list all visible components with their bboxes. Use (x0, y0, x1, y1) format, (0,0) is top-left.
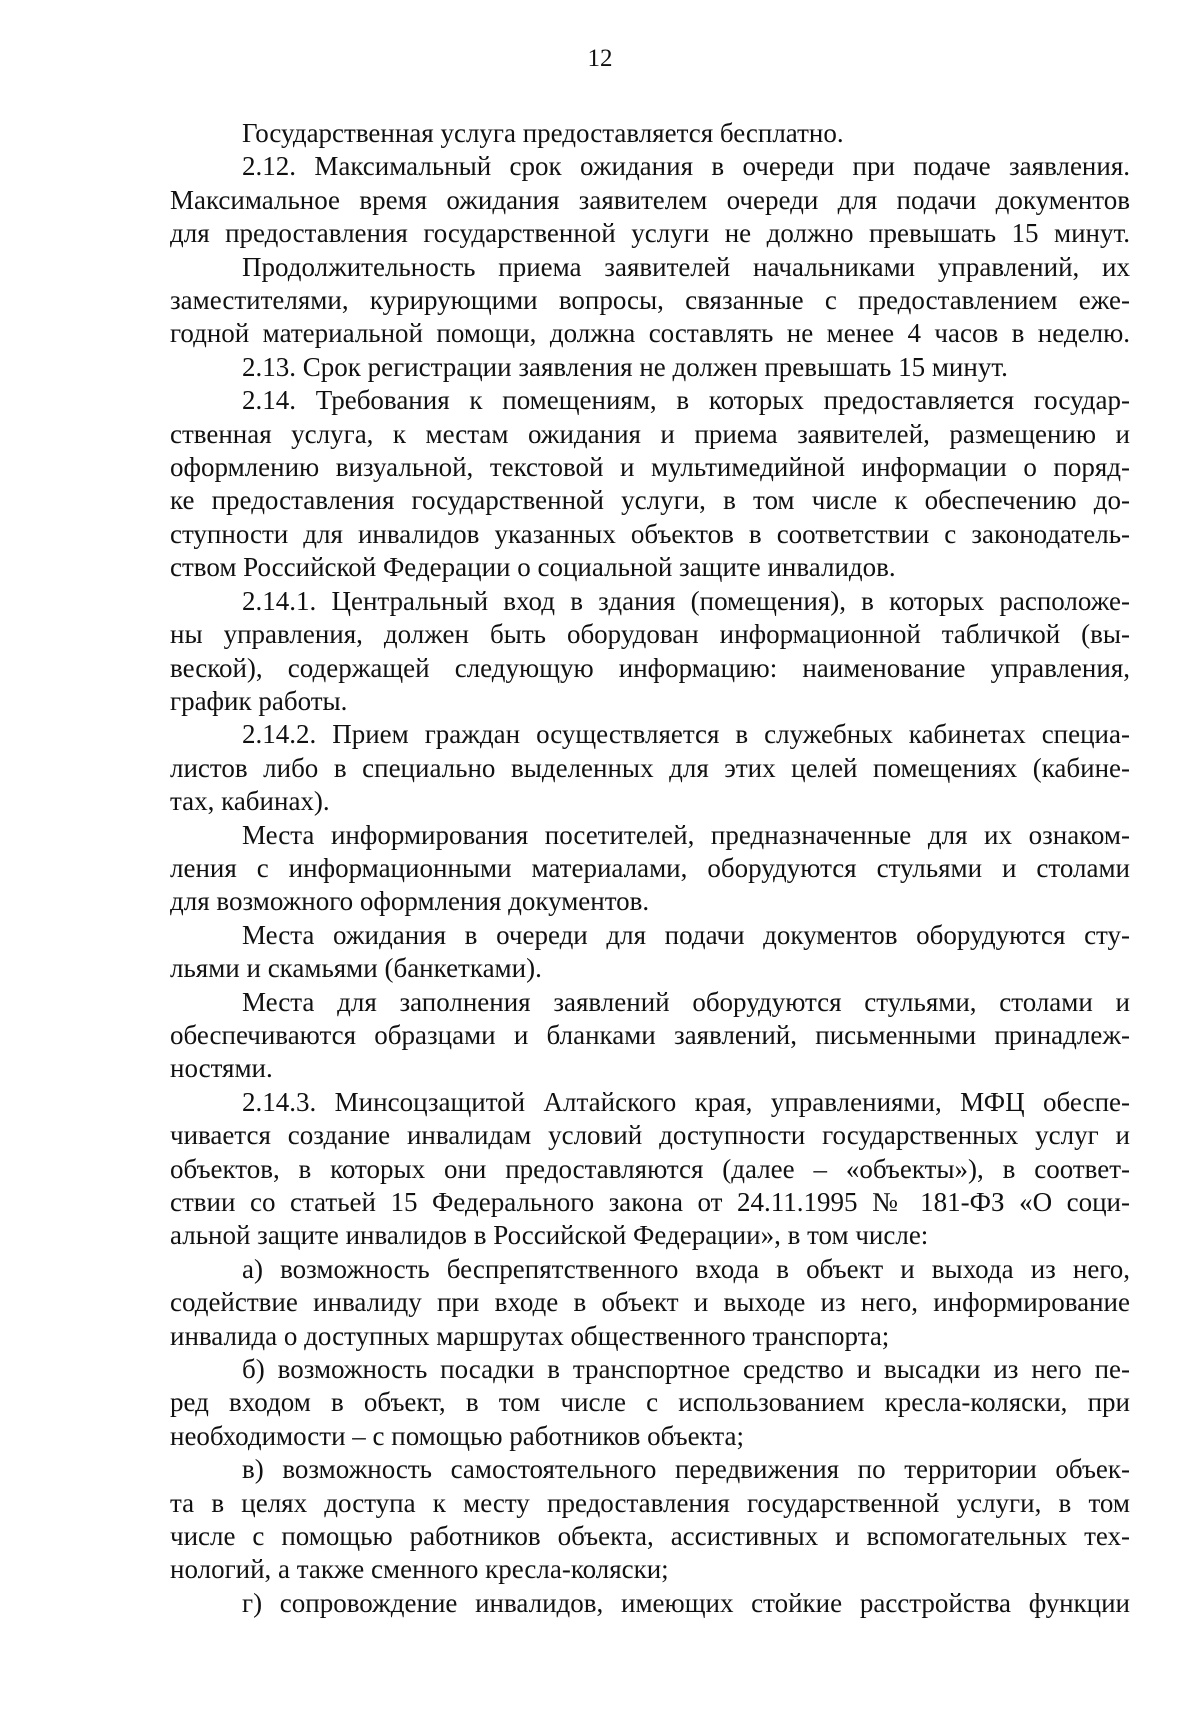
text-line: инвалида о доступных маршрутах общественного транспорта; (170, 1320, 890, 1351)
text-line: Места информирования посетителей, предназначенные для их ознаком- (242, 819, 1130, 850)
text-line: листов либо в специально выделенных для этих целей помещениях (кабине- (170, 752, 1130, 783)
text-line: 2.14.2. Прием граждан осуществляется в служебных кабинетах специа- (242, 719, 1130, 750)
paragraph-p-2-14-3 (170, 1086, 1130, 1253)
text-line: г) сопровождение инвалидов, имеющих стойкие расстройства функции (242, 1587, 1130, 1618)
text-line: числе с помощью работников объекта, ассистивных и вспомогательных тех- (170, 1521, 1130, 1552)
paragraph-p-2-14 (170, 384, 1130, 584)
text-line: годной материальной помощи, должна составлять не менее 4 часов в неделю. (170, 318, 1130, 349)
paragraph-item-g (170, 1587, 1130, 1620)
text-line: та в целях доступа к месту предоставления государственной услуги, в том (170, 1487, 1130, 1518)
text-line: объектов, в которых они предоставляются (далее – «объекты»), в соответ- (170, 1153, 1130, 1184)
paragraph-reception-duration (170, 251, 1130, 351)
page-number: 12 (587, 45, 613, 72)
text-line: ления с информационными материалами, оборудуются стульями и столами (170, 852, 1130, 883)
text-line: график работы. (170, 685, 348, 716)
text-line: в) возможность самостоятельного передвижения по территории объек- (242, 1454, 1130, 1485)
text-line: содействие инвалиду при входе в объект и выходе из него, информирование (170, 1287, 1130, 1318)
text-line: льями и скамьями (банкетками). (170, 953, 542, 984)
text-line: чивается создание инвалидам условий доступности государственных услуг и (170, 1120, 1130, 1151)
text-line: б) возможность посадки в транспортное средство и высадки из него пе- (242, 1354, 1130, 1385)
paragraph-p-2-13 (170, 351, 1130, 384)
text-line: Государственная услуга предоставляется бесплатно. (242, 118, 844, 148)
text-line: ны управления, должен быть оборудован информационной табличкой (вы- (170, 619, 1130, 650)
text-line: 2.14. Требования к помещениям, в которых предоставляется государ- (242, 385, 1130, 416)
paragraph-filling-places (170, 986, 1130, 1086)
text-line: веской), содержащей следующую информацию: наименование управления, (170, 652, 1130, 683)
text-line: 2.14.1. Центральный вход в здания (помещения), в которых расположе- (242, 585, 1130, 616)
paragraph-info-places (170, 819, 1130, 919)
text-line: обеспечиваются образцами и бланками заявлений, письменными принадлеж- (170, 1019, 1130, 1050)
text-line: Продолжительность приема заявителей начальниками управлений, их (242, 251, 1130, 282)
paragraph-item-b (170, 1353, 1130, 1453)
text-line: 2.13. Срок регистрации заявления не должен превышать 15 минут. (242, 351, 1008, 382)
text-line: заместителями, курирующими вопросы, связанные с предоставлением еже- (170, 285, 1130, 316)
paragraph-p-2-14-2 (170, 718, 1130, 818)
text-line: ке предоставления государственной услуги, в том числе к обеспечению до- (170, 485, 1130, 516)
paragraph-item-v (170, 1453, 1130, 1587)
text-line: Максимальное время ожидания заявителем очереди для подачи документов (170, 184, 1130, 215)
text-line: тах, кабинах). (170, 786, 330, 817)
paragraph-free-service (170, 117, 1130, 150)
paragraph-p-2-14-1 (170, 585, 1130, 719)
text-line: 2.14.3. Минсоцзащитой Алтайского края, управлениями, МФЦ обеспе- (242, 1086, 1130, 1117)
text-line: Места ожидания в очереди для подачи документов оборудуются сту- (242, 919, 1130, 950)
text-line: ствии со статьей 15 Федерального закона от 24.11.1995 № 181-ФЗ «О соци- (170, 1187, 1130, 1217)
text-line: для предоставления государственной услуги не должно превышать 15 минут. (170, 218, 1130, 249)
text-line: а) возможность беспрепятственного входа в объект и выхода из него, (242, 1253, 1130, 1284)
text-line: ством Российской Федерации о социальной защите инвалидов. (170, 552, 896, 583)
paragraph-waiting-places (170, 919, 1130, 986)
text-line: 2.12. Максимальный срок ожидания в очереди при подаче заявления. (242, 151, 1130, 182)
text-line: для возможного оформления документов. (170, 886, 650, 917)
text-line: ственная услуга, к местам ожидания и приема заявителей, размещению и (170, 418, 1130, 449)
text-line: оформлению визуальной, текстовой и мультимедийной информации о поряд- (170, 452, 1130, 483)
text-line: ступности для инвалидов указанных объектов в соответствии с законодатель- (170, 518, 1130, 549)
text-line: ностями. (170, 1053, 273, 1084)
paragraph-item-a (170, 1253, 1130, 1353)
text-line: необходимости – с помощью работников объекта; (170, 1420, 744, 1451)
text-line: ред входом в объект, в том числе с использованием кресла-коляски, при (170, 1387, 1130, 1418)
text-line: Места для заполнения заявлений оборудуются стульями, столами и (242, 986, 1130, 1017)
text-line: нологий, а также сменного кресла-коляски; (170, 1554, 669, 1585)
document-body (170, 117, 1130, 1620)
text-line: альной защите инвалидов в Российской Федерации», в том числе: (170, 1220, 929, 1251)
paragraph-p-2-12 (170, 150, 1130, 250)
